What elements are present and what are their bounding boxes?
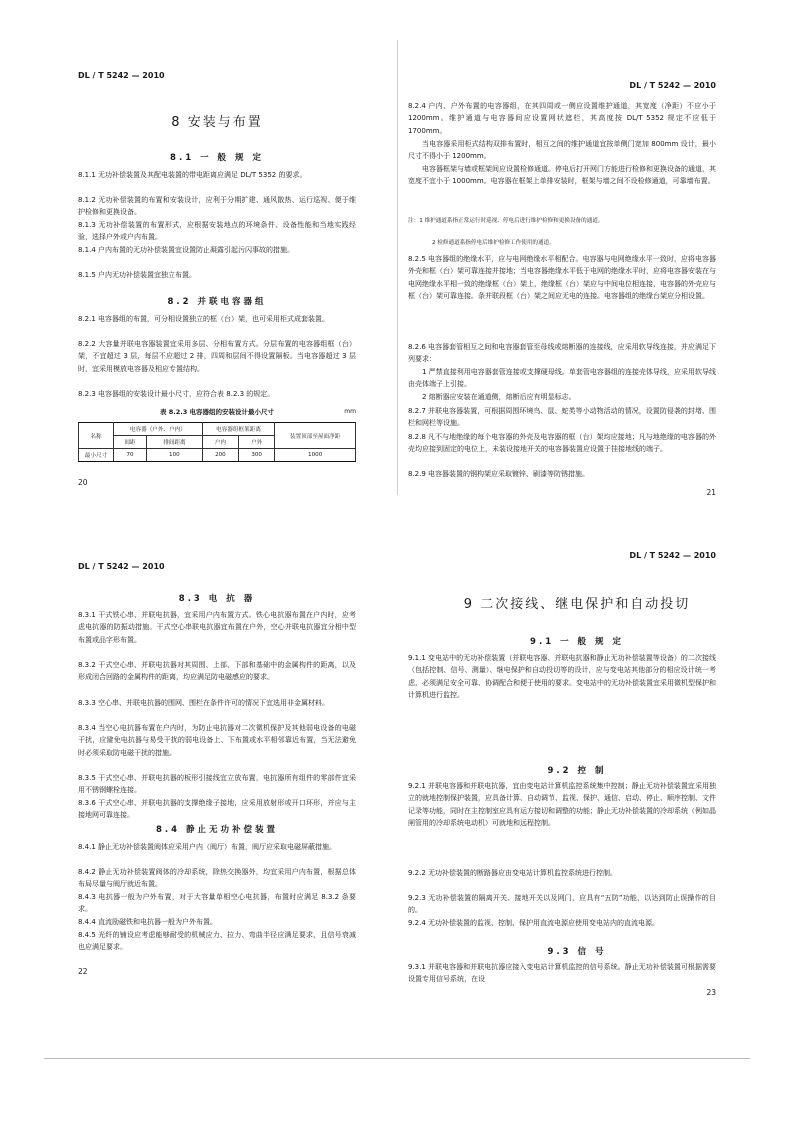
page-number: 22 bbox=[78, 967, 88, 976]
clause: 8.4.3 电抗器一般为户外布置，对于大容量单相空心电抗器，布置时应满足 8.3.2 条要求。 bbox=[78, 893, 356, 914]
section-heading: 9.1 一 般 规 定 bbox=[530, 637, 624, 647]
clause: 8.2.8 凡不与地绝缘的每个电容器的外壳及电容器的框（台）架均应接地；凡与地绝缘的电容器的外壳均应接到固定的电位上，未装设接地开关的电容器装置应设置于挂接地线的端子。 bbox=[408, 433, 716, 454]
clause: 8.3.6 干式空心串、并联电抗器的支撑绝缘子接地，应采用放射形或开口环形，并应与主接地网可靠连接。 bbox=[78, 799, 356, 820]
table-header-cell: 名称 bbox=[79, 423, 114, 449]
page-header: DL / T 5242 — 2010 bbox=[629, 551, 716, 560]
clause: 8.2.4 户内、户外布置的电容器组，在其四周或一侧应设置维护通道，其宽度（净距）不应小于 1200mm。维护通道与电容器间应设置网状遮栏，其高度按 DL/T 5352 规定不应低于 1700mm。 bbox=[408, 102, 716, 135]
clause: 9.2.3 无功补偿装置的隔离开关、接地开关以及网门，应具有“五防”功能，以达到防止误操作的目的。 bbox=[408, 894, 716, 915]
page-number: 20 bbox=[78, 478, 88, 487]
page-23 bbox=[404, 522, 750, 997]
table-cell: 70 bbox=[114, 449, 147, 462]
clause: 8.3.3 空心串、并联电抗器的围网、围栏在条件许可的情况下宜选用非金属材料。 bbox=[78, 699, 330, 707]
table-cell: 200 bbox=[202, 449, 238, 462]
clause-item: 2 熔断器应安装在通道侧，熔断后应有明显标志。 bbox=[422, 393, 576, 401]
section-heading: 9.3 信 号 bbox=[547, 947, 607, 957]
section-heading: 9.2 控 制 bbox=[547, 766, 607, 776]
table-header-cell: 电容器（户外、户内） bbox=[114, 423, 203, 436]
clause: 8.3.5 干式空心串、并联电抗器的板形引接线宜立放布置，电抗器所有组件的零部件宜采用不锈钢螺栓连接。 bbox=[78, 774, 356, 795]
section-heading: 8.1 一 般 规 定 bbox=[170, 153, 264, 163]
clause: 8.2.3 电容器组的安装设计最小尺寸，应符合表 8.2.3 的规定。 bbox=[78, 390, 275, 398]
page-21 bbox=[404, 38, 750, 500]
clause: 8.2.2 大容量并联电容器装置宜采用多层、分相布置方式。分层布置的电容器组框（台）架，不宜超过 3 层，每层不应超过 2 排，四周和层间不得设置隔板。当电容器超过 3 层时，宜采用模放电容器及相应专置结构。 bbox=[78, 340, 356, 373]
table-row-label: 最小尺寸 bbox=[79, 449, 114, 462]
clause: 9.2.2 无功补偿装置的断路器应由变电站计算机监控系统进行控制。 bbox=[408, 869, 618, 877]
clause: 9.2.4 无功补偿装置的监视、控制、保护用直流电源应使用变电站内的直流电源。 bbox=[408, 919, 660, 927]
page-number: 23 bbox=[706, 988, 716, 997]
spread-gutter bbox=[397, 40, 398, 495]
bottom-rule bbox=[44, 1058, 750, 1059]
note: 2 检修通道系指停电后维护检修工作使用的通道。 bbox=[432, 240, 555, 246]
clause: 8.2.9 电容器装置的钢构架应采取镀锌、刷漆等防锈措施。 bbox=[408, 470, 590, 478]
page-header: DL / T 5242 — 2010 bbox=[78, 562, 165, 571]
table-header-cell: 装置顶部至屋面净距 bbox=[275, 423, 356, 449]
table-cell: 1000 bbox=[275, 449, 356, 462]
clause: 8.1.2 无功补偿装置的布置和安装设计，应利于分期扩建、通风散热、运行巡视、便于维护检修和更换设备。 bbox=[78, 196, 356, 217]
section-heading: 8.2 并联电容器组 bbox=[167, 297, 267, 307]
clause: 8.1.1 无功补偿装置及其配电装置的带电距离应满足 DL/T 5352 的要求。 bbox=[78, 171, 307, 179]
clause: 8.4.5 光纤的铺设应考虑能够耐受的机械应力、拉力、弯曲半径应满足要求，且信号衰减也应满足要求。 bbox=[78, 931, 356, 952]
table-cell: 100 bbox=[146, 449, 202, 462]
page-20 bbox=[44, 38, 390, 500]
table-cell: 300 bbox=[239, 449, 275, 462]
section-heading: 8.3 电 抗 器 bbox=[178, 594, 256, 604]
page-header: DL / T 5242 — 2010 bbox=[629, 81, 716, 90]
clause: 8.1.3 无功补偿装置的布置形式，应根据安装地点的环境条件、设备性能和当地实践经验，选择户外或户内布置。 bbox=[78, 221, 356, 242]
table-caption: 表 8.2.3 电容器组的安装设计最小尺寸 bbox=[159, 408, 275, 416]
clause: 8.2.7 并联电容器装置，可根据周围环境鸟、鼠、蛇类等小动物活动的情况，设置防侵袭的封堵、围栏和网栏等设施。 bbox=[408, 407, 716, 428]
clause: 8.4.1 静止无功补偿装置阀体应采用户内（阀厅）布置，阀厅应采取电磁屏蔽措施。 bbox=[78, 843, 337, 851]
chapter-title: 8 安装与布置 bbox=[171, 115, 263, 130]
clause: 8.4.2 静止无功补偿装置阀体的冷却系统，除热交换器外，均宜采用户内布置，根据总体布局尽量与阀厅就近布置。 bbox=[78, 868, 356, 889]
table-header-cell: 电容器组框架距离 bbox=[202, 423, 275, 436]
note: 注：1 维护通道系指正常运行时巡视、停电后进行维护检修和更换设备的通道。 bbox=[408, 218, 604, 224]
page-22 bbox=[44, 522, 390, 992]
clause: 8.2.5 电容器组的绝缘水平，应与电网绝缘水平相配合。电容器与电网绝缘水平一致时，应将电容器外壳和框（台）架可靠连接并接地；当电容器绝缘水平低于电网的绝缘水平时，应将电容器安装在与电网绝缘水平相一致的绝缘框（台）架上，绝缘框（台）架应与中间电位相连接，电容器的外壳应与框（台）架可靠连接。条并联段框（台）架之间应无电的连接。电容器组的绝缘台架应分相设置。 bbox=[408, 255, 716, 301]
clause: 8.4.4 直流励磁铁和电抗器一般为户外布置。 bbox=[78, 918, 218, 926]
clause: 8.2.6 电容器套管相互之间和电容器套管至母线或熔断器的连接线，应采用软导线连接，并应满足下列要求： bbox=[408, 343, 716, 364]
table-header-cell: 间距 bbox=[114, 436, 147, 449]
clause: 9.3.1 并联电容器和并联电抗器应接入变电站计算机监控的信号系统。静止无功补偿装置可根据需要设置专用信号系统，在设 bbox=[408, 963, 716, 984]
clause-item: 1 严禁直接利用电容器套管连接或支撑硬母线。单套管电容器组的连接壳体导线，应采用软导线由壳体端子上引接。 bbox=[408, 368, 716, 389]
clause: 9.1.1 变电站中的无功补偿装置（并联电容器、并联电抗器和静止无功补偿装置等设备）的二次接线（包括控制、信号、测量）、继电保护和自动投切等的设计，应与变电站其他部分的相应设计统一考虑，必须满足安全可靠、协调配合和便于使用的要求。变电站中的无功补偿装置宜采用微机型保护和计算机进行监控。 bbox=[408, 654, 716, 700]
clause: 8.3.1 干式铁心串、并联电抗器，宜采用户内布置方式。铁心电抗器布置在户内时，应考虑电抗器的防振动措施。干式空心串联电抗器宜布置在户外，空心并联电抗器宜分相中型布置或品字形布置。 bbox=[78, 611, 356, 644]
page-number: 21 bbox=[706, 488, 716, 497]
min-dimension-table bbox=[78, 422, 356, 462]
clause: 8.3.4 当空心电抗器布置在户内时，为防止电抗器对二次微机保护及其他弱电设备的电磁干扰，应避免电抗器与易受干扰的弱电设备上、下布置或水平相邻靠近布置，当无法避免时必须采取防电磁干扰的措施。 bbox=[78, 724, 356, 757]
clause: 9.2.1 并联电容器和并联电抗器，宜由变电站计算机监控系统集中控制；静止无功补偿装置宜采用独立的就地控制保护装置，应具备计算、自动调节、监视、保护、通信、启动、停止、顺序控制、文件记录等功能，同时在主控制室应具有运方接切和调整的功能；静止无功补偿装置的冷却系统（例如晶闸管用的冷却系统电动机）可就地和远程控制。 bbox=[408, 782, 716, 828]
clause: 8.1.4 户内布置的无功补偿装置宜设置防止凝露引起污闪事故的措施。 bbox=[78, 246, 295, 254]
page-header: DL / T 5242 — 2010 bbox=[78, 71, 165, 80]
clause: 8.1.5 户内无功补偿装置宜独立布置。 bbox=[78, 271, 197, 279]
clause-continuation: 电容器框架与墙或框架间应设置检修通道。停电后打开网门方能进行检修和更换设备的通道，其宽度不宜小于 1000mm。电容器在框架上单排安装时，框架与墙之间不设检修通道，可靠墙布置。 bbox=[408, 165, 716, 186]
chapter-title: 9 二次接线、继电保护和自动投切 bbox=[463, 597, 691, 612]
clause: 8.3.2 干式空心串、并联电抗器对其周围、上部、下部和基础中的金属构件的距离，以及形成闭合回路的金属构件的距离，均应满足防电磁感应的要求。 bbox=[78, 661, 356, 682]
table-header-cell: 户外 bbox=[239, 436, 275, 449]
table-header-cell: 户内 bbox=[202, 436, 238, 449]
section-heading: 8.4 静止无功补偿装置 bbox=[155, 825, 279, 835]
clause-continuation: 当电容器采用柜式结构双排布置时，相互之间的维护通道宜按单侧门宽加 800mm 设计，最小尺寸不得小于 1200mm。 bbox=[408, 140, 716, 161]
clause: 8.2.1 电容器组的布置，可分相设置独立的框（台）架，也可采用柜式成套装置。 bbox=[78, 315, 330, 323]
table-unit: mm bbox=[344, 408, 356, 415]
table-header-cell: 排间距离 bbox=[146, 436, 202, 449]
